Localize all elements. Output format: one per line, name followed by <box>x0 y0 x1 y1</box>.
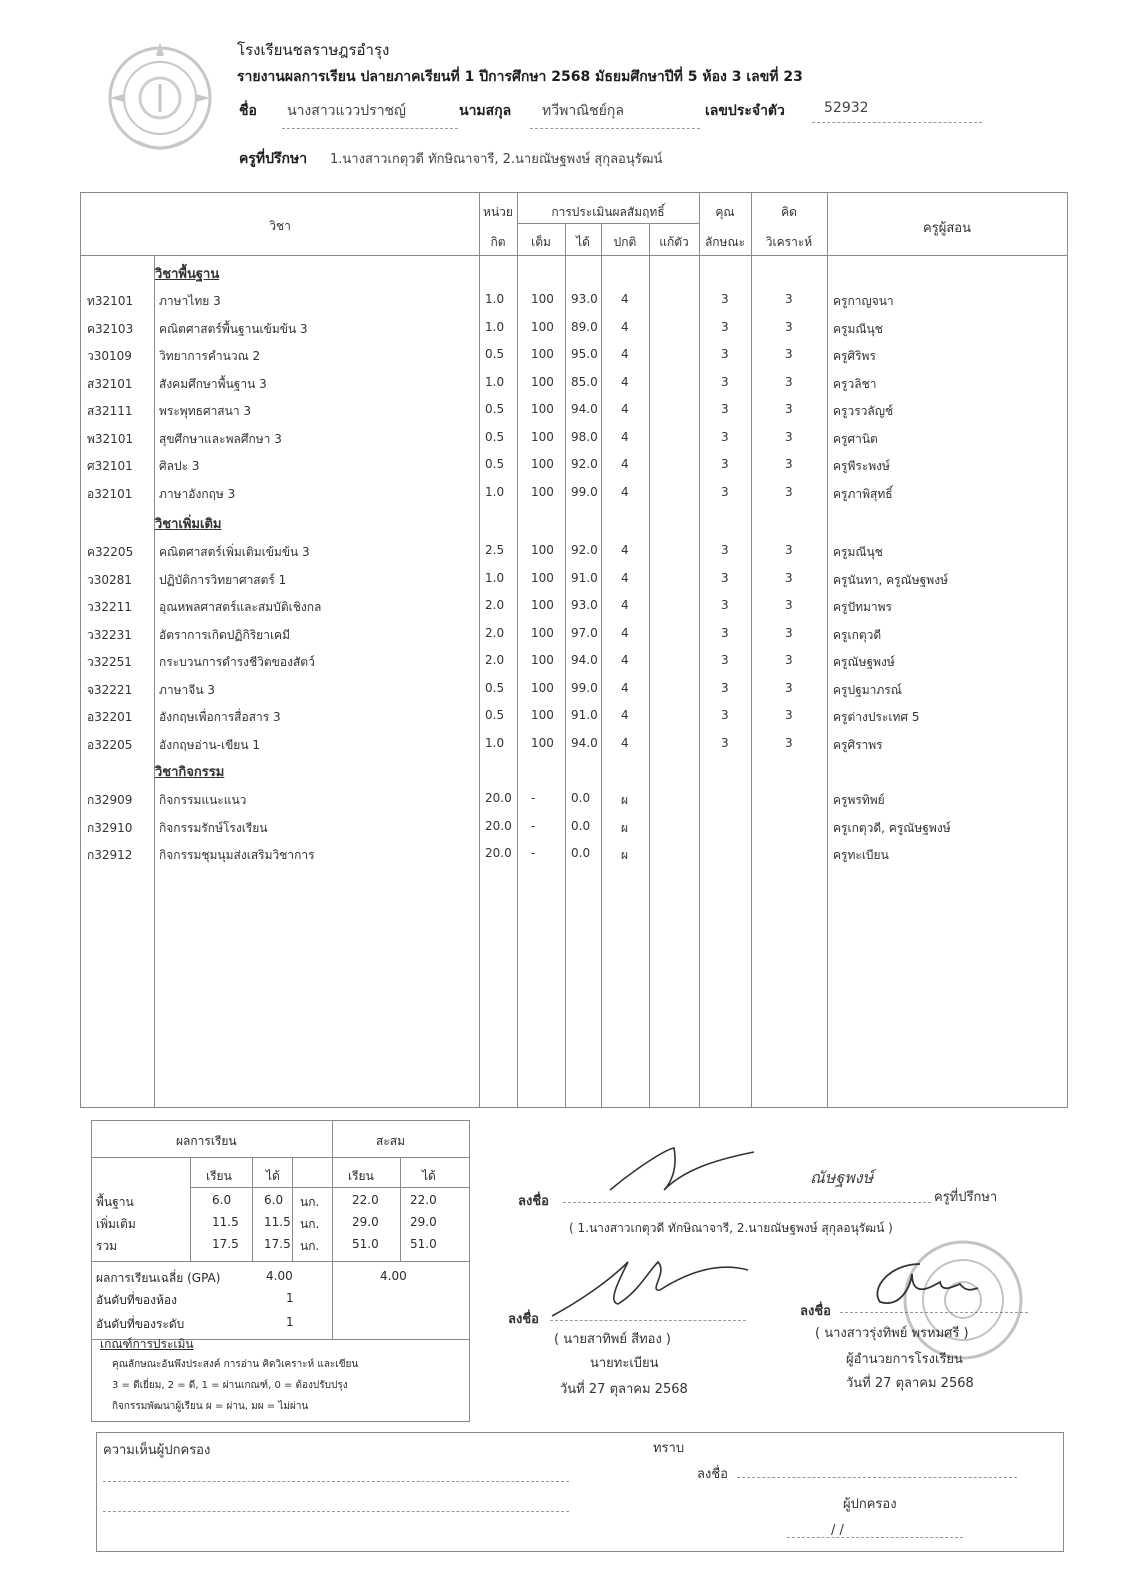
cell-code: ว32231 <box>87 627 132 642</box>
cell-code: ก32912 <box>87 848 133 862</box>
table-row <box>81 731 1067 758</box>
summary-label: รวม <box>96 1239 118 1253</box>
cell-name: ศิลปะ 3 <box>159 459 200 473</box>
advisor-sign-label: ลงชื่อ <box>518 1194 549 1209</box>
cell-name: ภาษาไทย 3 <box>159 294 221 308</box>
cell-code: พ32101 <box>87 431 134 446</box>
student-id-label: เลขประจำตัว <box>705 103 785 119</box>
guardian-box <box>96 1432 1064 1552</box>
summary-cum_study: 51.0 <box>352 1237 379 1251</box>
director-signature <box>850 1258 980 1316</box>
student-surname-text: ทวีพาณิชย์กุล <box>542 103 624 119</box>
summary-cum_earned: 22.0 <box>410 1193 437 1207</box>
table-row <box>81 648 1067 675</box>
cell-think: 3 <box>785 543 793 557</box>
cell-char: 3 <box>721 347 729 361</box>
section-extra: วิชาเพิ่มเติม <box>155 517 222 532</box>
cell-name: คณิตศาสตร์เพิ่มเติมเข้มข้น 3 <box>159 545 310 559</box>
cell-name: อัตราการเกิดปฏิกิริยาเคมี <box>159 627 290 642</box>
cell-full: 100 <box>531 484 554 499</box>
cell-credit: 0.5 <box>485 457 505 471</box>
rank-room: 1 <box>286 1291 294 1305</box>
cell-think: 3 <box>785 347 793 361</box>
cell-char: 3 <box>721 402 729 416</box>
cell-credit: 20.0 <box>485 846 512 860</box>
guardian-opinion-label: ความเห็นผู้ปกครอง <box>103 1443 211 1458</box>
cell-credit: 20.0 <box>485 818 512 833</box>
advisor-names: 1.นางสาวเกตุวดี ทักษิณาจารี, 2.นายณัษฐพงษ์ สุกุลอนุรัฒน์ <box>330 152 663 167</box>
header-char-2: ลักษณะ <box>704 235 746 249</box>
table-row <box>81 452 1067 479</box>
cell-full: 100 <box>531 680 554 695</box>
table-row <box>81 425 1067 452</box>
table-row <box>81 593 1067 620</box>
header-fix: แก้ตัว <box>659 235 689 249</box>
cell-grade: 4 <box>621 484 629 499</box>
cell-grade: 4 <box>621 708 629 722</box>
cell-think: 3 <box>785 625 793 640</box>
director-sign-label: ลงชื่อ <box>800 1304 831 1319</box>
advisor-label: ครูที่ปรึกษา <box>239 151 308 167</box>
cell-char: 3 <box>721 457 729 471</box>
registrar-sign-label: ลงชื่อ <box>508 1312 539 1327</box>
cell-got: 93.0 <box>571 598 598 612</box>
cell-got: 0.0 <box>571 846 591 860</box>
cell-name: กิจกรรมแนะแนว <box>159 793 247 807</box>
table-row <box>81 370 1067 397</box>
cell-think: 3 <box>785 292 793 306</box>
advisor-signature-1 <box>604 1140 774 1202</box>
table-row <box>81 315 1067 342</box>
cell-code: ส32111 <box>87 404 133 418</box>
cell-name: วิทยาการคำนวณ 2 <box>159 349 261 363</box>
student-id-text: 52932 <box>824 100 869 116</box>
cell-full: - <box>531 818 536 833</box>
student-id <box>812 100 982 123</box>
cell-name: กิจกรรมชุมนุมส่งเสริมวิชาการ <box>159 848 315 862</box>
cell-got: 95.0 <box>571 347 598 361</box>
cell-grade: 4 <box>621 543 629 557</box>
cell-char: 3 <box>721 680 729 695</box>
header-got: ได้ <box>576 235 590 249</box>
summary-earned: 11.5 <box>264 1215 291 1229</box>
table-row <box>81 342 1067 369</box>
cell-teacher: ครูศิริพร <box>833 349 876 363</box>
cell-name: อังกฤษเพื่อการสื่อสาร 3 <box>159 710 281 724</box>
cell-char: 3 <box>721 708 729 722</box>
cell-think: 3 <box>785 598 793 612</box>
cell-teacher: ครูศิราพร <box>833 737 883 752</box>
cell-name: ภาษาอังกฤษ 3 <box>159 486 236 501</box>
cell-credit: 1.0 <box>485 319 505 334</box>
table-row <box>81 287 1067 314</box>
criteria-line-1: คุณลักษณะอันพึงประสงค์ การอ่าน คิดวิเคราะห์ และเขียน <box>112 1359 359 1370</box>
cell-grade: 4 <box>621 347 629 361</box>
header-think-1: คิด <box>781 205 797 219</box>
table-row <box>81 397 1067 424</box>
registrar-signature <box>548 1242 758 1322</box>
section-basic: วิชาพื้นฐาน <box>155 267 220 282</box>
table-row <box>81 538 1067 565</box>
section-activity: วิชากิจกรรม <box>155 765 225 780</box>
cell-credit: 1.0 <box>485 292 505 306</box>
summary-cum_study: 22.0 <box>352 1193 379 1207</box>
cell-teacher: ครูพรทิพย์ <box>833 793 885 807</box>
cell-char: 3 <box>721 484 729 499</box>
cell-full: - <box>531 846 536 860</box>
registrar-date: วันที่ 27 ตุลาคม 2568 <box>560 1382 688 1397</box>
student-surname <box>530 100 700 129</box>
header-think-2: วิเคราะห์ <box>765 235 813 249</box>
cell-teacher: ครูเกตุวดี <box>833 627 882 642</box>
cell-char: 3 <box>721 735 729 750</box>
cell-credit: 1.0 <box>485 570 505 585</box>
cell-full: 100 <box>531 708 554 722</box>
summary-unit: นก. <box>300 1195 320 1209</box>
table-row <box>81 786 1067 813</box>
student-first-name-text: นางสาวแววปราชญ์ <box>287 103 406 119</box>
summary-label: เพิ่มเติม <box>96 1217 136 1231</box>
cell-think: 3 <box>785 319 793 334</box>
header-full: เต็ม <box>531 235 551 249</box>
cell-credit: 0.5 <box>485 402 505 416</box>
name-label: ชื่อ <box>239 103 257 119</box>
cell-full: 100 <box>531 625 554 640</box>
cell-char: 3 <box>721 543 729 557</box>
cell-full: 100 <box>531 598 554 612</box>
cell-teacher: ครูเกตุวดี, ครูณัษฐพงษ์ <box>833 820 951 835</box>
cell-full: 100 <box>531 347 554 361</box>
cell-credit: 1.0 <box>485 735 505 750</box>
school-logo <box>98 34 222 158</box>
cell-char: 3 <box>721 319 729 334</box>
header-char-1: คุณ <box>715 205 735 219</box>
summary-label: พื้นฐาน <box>96 1195 134 1209</box>
cell-teacher: ครูกาญจนา <box>833 294 894 308</box>
cell-code: ว32211 <box>87 600 132 614</box>
summary-cum_study: 29.0 <box>352 1215 379 1229</box>
cell-code: ก32909 <box>87 793 133 807</box>
cell-name: พระพุทธศาสนา 3 <box>159 404 252 418</box>
cell-full: 100 <box>531 292 554 306</box>
cell-code: ศ32101 <box>87 459 133 473</box>
cell-char: 3 <box>721 570 729 585</box>
cell-name: สังคมศึกษาพื้นฐาน 3 <box>159 376 267 391</box>
cell-think: 3 <box>785 484 793 499</box>
header-normal: ปกติ <box>613 235 637 249</box>
summary-earned-header: ได้ <box>266 1169 280 1183</box>
cell-full: 100 <box>531 402 554 416</box>
registrar-role: นายทะเบียน <box>590 1356 659 1371</box>
cell-grade: 4 <box>621 292 629 306</box>
summary-results-title: ผลการเรียน <box>176 1134 237 1148</box>
cell-think: 3 <box>785 735 793 750</box>
cell-think: 3 <box>785 402 793 416</box>
cell-full: 100 <box>531 570 554 585</box>
cell-full: 100 <box>531 653 554 667</box>
cell-grade: 4 <box>621 429 629 444</box>
cell-grade: 4 <box>621 680 629 695</box>
cell-teacher: ครูวรวลัญช์ <box>833 404 894 418</box>
cell-think: 3 <box>785 680 793 695</box>
summary-unit: นก. <box>300 1239 320 1253</box>
cell-got: 92.0 <box>571 457 598 471</box>
cell-full: 100 <box>531 429 554 444</box>
table-row <box>81 566 1067 593</box>
cell-credit: 0.5 <box>485 347 505 361</box>
cell-teacher: ครูปัทมาพร <box>833 600 893 614</box>
cell-teacher: ครูณัษฐพงษ์ <box>833 655 895 669</box>
cell-full: 100 <box>531 543 554 557</box>
summary-cum_earned: 29.0 <box>410 1215 437 1229</box>
cell-think: 3 <box>785 457 793 471</box>
cell-credit: 2.0 <box>485 598 505 612</box>
cell-got: 98.0 <box>571 429 598 444</box>
cell-credit: 0.5 <box>485 708 505 722</box>
cell-teacher: ครูภาพิสุทธิ์ <box>833 486 893 501</box>
cell-got: 91.0 <box>571 570 598 585</box>
cell-credit: 2.0 <box>485 625 505 640</box>
cell-grade: 4 <box>621 653 629 667</box>
rank-level: 1 <box>286 1315 294 1329</box>
header-credit-1: หน่วย <box>483 205 513 219</box>
cell-char: 3 <box>721 598 729 612</box>
cell-code: ค32205 <box>87 545 134 559</box>
cell-name: สุขศึกษาและพลศึกษา 3 <box>159 431 282 446</box>
cell-got: 0.0 <box>571 818 591 833</box>
cell-credit: 20.0 <box>485 791 512 805</box>
table-row <box>81 676 1067 703</box>
cell-char: 3 <box>721 625 729 640</box>
cell-name: ภาษาจีน 3 <box>159 682 215 697</box>
director-date: วันที่ 27 ตุลาคม 2568 <box>846 1376 974 1391</box>
cell-credit: 0.5 <box>485 429 505 444</box>
cell-teacher: ครูศานิต <box>833 431 878 446</box>
cell-grade: 4 <box>621 402 629 416</box>
header-credit-2: กิต <box>490 235 506 249</box>
header-eval: การประเมินผลสัมฤทธิ์ <box>551 205 665 219</box>
cell-grade: ผ <box>621 793 629 807</box>
registrar-name: ( นายสาทิพย์ สีทอง ) <box>554 1332 671 1347</box>
summary-unit: นก. <box>300 1217 320 1231</box>
cell-credit: 2.5 <box>485 543 505 557</box>
gpa-label: ผลการเรียนเฉลี่ย (GPA) <box>96 1271 221 1285</box>
cell-credit: 1.0 <box>485 374 505 389</box>
director-role: ผู้อำนวยการโรงเรียน <box>846 1352 963 1367</box>
criteria-line-3: กิจกรรมพัฒนาผู้เรียน ผ = ผ่าน, มผ = ไม่ผ่าน <box>112 1401 309 1412</box>
summary-study: 17.5 <box>212 1237 239 1251</box>
table-row <box>81 841 1067 868</box>
summary-earned: 17.5 <box>264 1237 291 1251</box>
cell-grade: 4 <box>621 570 629 585</box>
cell-teacher: ครูพีระพงษ์ <box>833 459 890 473</box>
cell-code: ท32101 <box>87 294 134 308</box>
cell-grade: 4 <box>621 319 629 334</box>
cell-full: 100 <box>531 374 554 389</box>
director-name: ( นางสาวรุ่งทิพย์ พรหมศรี ) <box>815 1326 969 1341</box>
cell-code: ว30281 <box>87 572 132 587</box>
cell-name: คณิตศาสตร์พื้นฐานเข้มข้น 3 <box>159 321 308 336</box>
cell-char: 3 <box>721 292 729 306</box>
rank-level-label: อันดับที่ของระดับ <box>96 1317 185 1331</box>
cell-full: - <box>531 791 536 805</box>
header-teacher: ครูผู้สอน <box>923 221 971 236</box>
cell-teacher: ครูปฐมาภรณ์ <box>833 682 902 697</box>
cell-code: ส32101 <box>87 376 133 391</box>
cell-got: 99.0 <box>571 484 598 499</box>
cell-grade: ผ <box>621 848 629 862</box>
cell-char: 3 <box>721 653 729 667</box>
cell-code: ก32910 <box>87 820 133 835</box>
cell-code: อ32205 <box>87 737 133 752</box>
cell-credit: 0.5 <box>485 680 505 695</box>
table-row <box>81 621 1067 648</box>
summary-cumulative-title: สะสม <box>376 1134 406 1148</box>
cell-grade: 4 <box>621 598 629 612</box>
cell-got: 89.0 <box>571 319 598 334</box>
gpa-value: 4.00 <box>266 1269 293 1283</box>
cell-think: 3 <box>785 653 793 667</box>
cell-code: อ32101 <box>87 486 133 501</box>
cell-got: 85.0 <box>571 374 598 389</box>
cell-name: กระบวนการดำรงชีวิตของสัตว์ <box>159 655 315 669</box>
cell-got: 99.0 <box>571 680 598 695</box>
guardian-acknowledged: ทราบ <box>653 1441 685 1456</box>
cell-think: 3 <box>785 708 793 722</box>
cell-got: 94.0 <box>571 735 598 750</box>
summary-cum-study-header: เรียน <box>348 1169 374 1183</box>
cell-got: 91.0 <box>571 708 598 722</box>
cell-name: อังกฤษอ่าน-เขียน 1 <box>159 737 260 752</box>
summary-box <box>91 1120 470 1422</box>
cell-full: 100 <box>531 735 554 750</box>
cell-think: 3 <box>785 429 793 444</box>
cell-got: 93.0 <box>571 292 598 306</box>
cell-grade: 4 <box>621 625 629 640</box>
cell-code: อ32201 <box>87 710 133 724</box>
cell-got: 94.0 <box>571 653 598 667</box>
guardian-sign-label: ลงชื่อ <box>697 1467 728 1482</box>
cell-full: 100 <box>531 319 554 334</box>
cell-char: 3 <box>721 429 729 444</box>
cell-teacher: ครูมณีนุช <box>833 321 883 336</box>
advisor-sign-names: ( 1.นางสาวเกตุวดี ทักษิณาจารี, 2.นายณัษฐพงษ์ สุกุลอนุรัฒน์ ) <box>569 1221 893 1235</box>
cell-think: 3 <box>785 570 793 585</box>
guardian-role: ผู้ปกครอง <box>843 1497 897 1512</box>
cell-credit: 1.0 <box>485 484 505 499</box>
cell-grade: 4 <box>621 374 629 389</box>
cell-code: จ32221 <box>87 682 133 697</box>
summary-cum_earned: 51.0 <box>410 1237 437 1251</box>
summary-cum-earned-header: ได้ <box>422 1169 436 1183</box>
summary-study: 11.5 <box>212 1215 239 1229</box>
cell-teacher: ครูทะเบียน <box>833 848 889 862</box>
cell-grade: 4 <box>621 735 629 750</box>
advisor-signature-2: ณัษฐพงษ์ <box>810 1168 874 1187</box>
surname-label: นามสกุล <box>459 103 512 119</box>
cell-got: 92.0 <box>571 543 598 557</box>
cell-grade: 4 <box>621 457 629 471</box>
gpa-cumulative: 4.00 <box>380 1269 407 1283</box>
cell-name: ปฏิบัติการวิทยาศาสตร์ 1 <box>159 572 287 587</box>
guardian-date: / / <box>831 1523 844 1538</box>
cell-code: ว32251 <box>87 655 132 669</box>
cell-teacher: ครูมณีนุช <box>833 545 883 559</box>
table-row <box>81 480 1067 507</box>
student-first-name <box>282 100 458 129</box>
school-name: โรงเรียนชลราษฎรอำรุง <box>237 41 390 59</box>
cell-name: อุณหพลศาสตร์และสมบัติเชิงกล <box>159 600 322 614</box>
cell-code: ค32103 <box>87 321 134 336</box>
cell-grade: ผ <box>621 820 629 835</box>
criteria-line-2: 3 = ดีเยี่ยม, 2 = ดี, 1 = ผ่านเกณฑ์, 0 = ต้องปรับปรุง <box>112 1380 348 1391</box>
cell-teacher: ครูต่างประเทศ 5 <box>833 710 920 724</box>
cell-name: กิจกรรมรักษ์โรงเรียน <box>159 820 268 835</box>
rank-room-label: อันดับที่ของห้อง <box>96 1293 177 1307</box>
cell-full: 100 <box>531 457 554 471</box>
grades-table <box>80 192 1068 1108</box>
advisor-role: ครูที่ปรึกษา <box>934 1190 998 1205</box>
table-row <box>81 814 1067 841</box>
cell-teacher: ครูวลิชา <box>833 376 877 391</box>
cell-got: 0.0 <box>571 791 591 805</box>
cell-code: ว30109 <box>87 349 132 363</box>
report-title: รายงานผลการเรียน ปลายภาคเรียนที่ 1 ปีการศึกษา 2568 มัธยมศึกษาปีที่ 5 ห้อง 3 เลขที่ 23 <box>237 69 803 85</box>
cell-got: 94.0 <box>571 402 598 416</box>
cell-credit: 2.0 <box>485 653 505 667</box>
summary-earned: 6.0 <box>264 1193 284 1207</box>
cell-think: 3 <box>785 374 793 389</box>
cell-teacher: ครูนันทา, ครูณัษฐพงษ์ <box>833 572 948 587</box>
cell-char: 3 <box>721 374 729 389</box>
header-subject: วิชา <box>269 219 291 233</box>
table-row <box>81 703 1067 730</box>
cell-got: 97.0 <box>571 625 598 640</box>
summary-study: 6.0 <box>212 1193 232 1207</box>
summary-study-header: เรียน <box>206 1169 232 1183</box>
criteria-title: เกณฑ์การประเมิน <box>100 1337 194 1351</box>
